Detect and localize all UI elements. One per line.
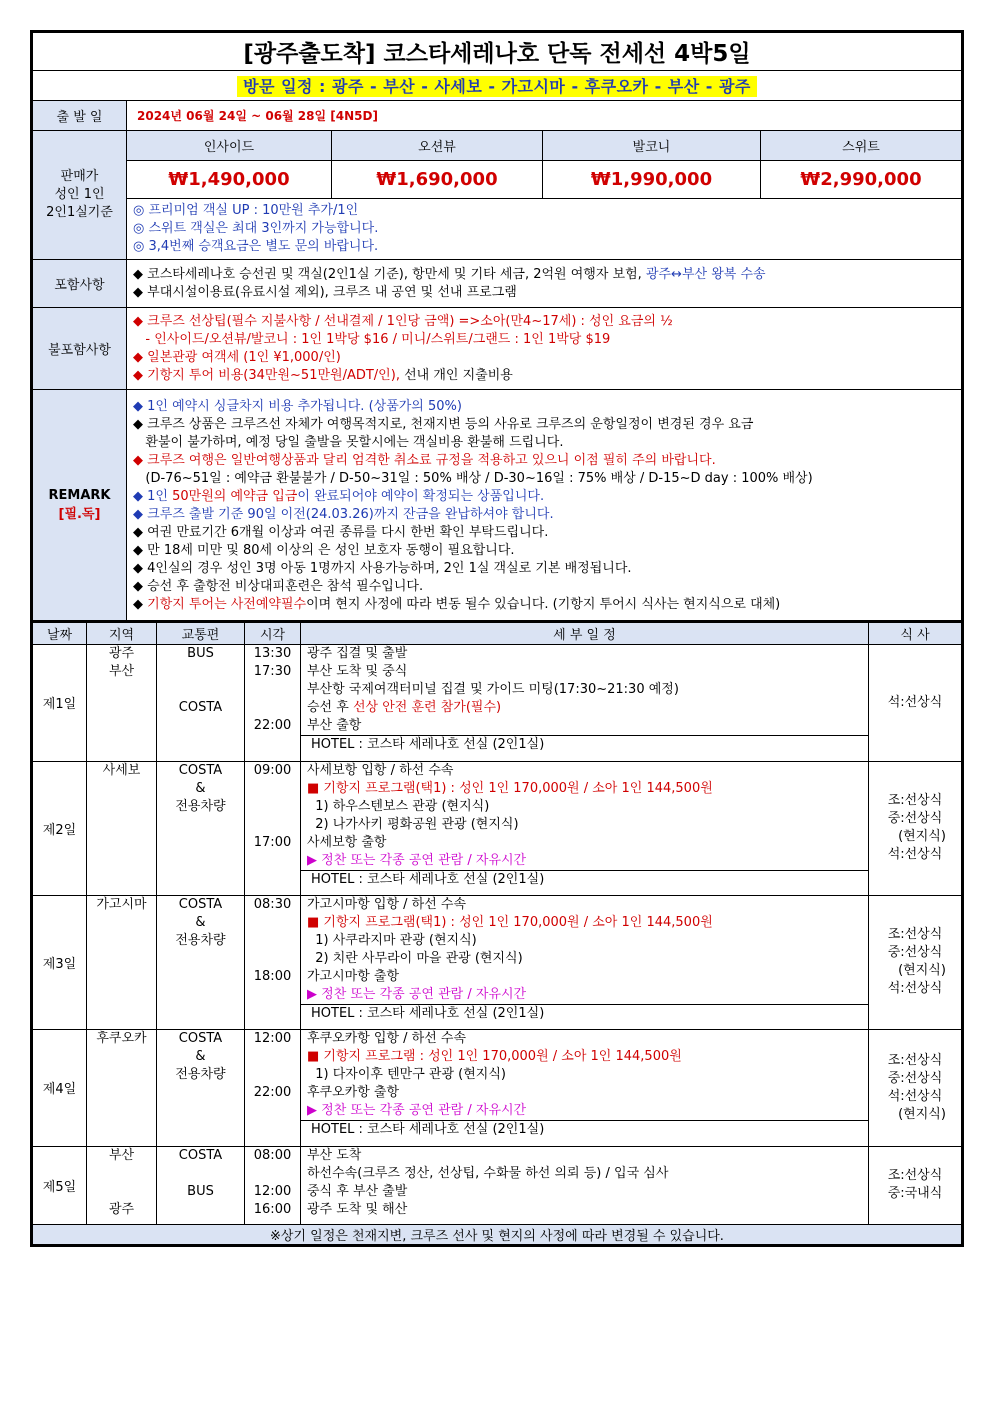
- time-value: 22:00: [253, 1084, 292, 1100]
- remark-line: (D-76~51일 : 예약금 환불불가 / D-50~31일 : 50% 배상 / D-30~16일 : 75% 배상 / D-15~D day : 100% 배상): [133, 471, 813, 486]
- region-name: 후쿠오카: [96, 1030, 147, 1046]
- price-note: ◎ 프리미엄 객실 UP : 10만원 추가/1인: [133, 203, 359, 218]
- detail-line: 사세보항 출항: [307, 834, 387, 850]
- detail-line: 후쿠오카항 출항: [307, 1084, 400, 1100]
- day-meals: [869, 895, 962, 1029]
- meal-item: 조:선상식: [887, 1052, 943, 1068]
- price-oceanview: ₩1,690,000: [332, 161, 543, 199]
- included-content: [127, 260, 962, 308]
- col-time: 시각: [245, 622, 301, 644]
- schedule-row-day5: [33, 1146, 962, 1224]
- time-value: 12:00: [253, 1183, 292, 1199]
- day-label: 제4일: [33, 1029, 87, 1146]
- included-label: 포함사항: [33, 260, 127, 308]
- meal-item: 조:선상식: [887, 927, 943, 942]
- price-suite: ₩2,990,000: [761, 161, 962, 199]
- time-value: 09:00: [253, 762, 292, 778]
- remark-text: 이며 현지 사정에 따라 변동 될수 있습니다. (기항지 투어시 식사는 현지식으로 대체): [306, 597, 781, 612]
- schedule-row-day1: [33, 644, 962, 761]
- detail-free-time: ▶ 정찬 또는 각종 공연 관람 / 자유시간: [307, 1102, 527, 1118]
- detail-line: 후쿠오카항 입항 / 하선 수속: [307, 1030, 467, 1046]
- price-balcony: ₩1,990,000: [543, 161, 761, 199]
- meal-item: 중:선상식: [887, 811, 943, 826]
- time-value: 08:00: [253, 1147, 292, 1163]
- region-name: 부산: [108, 663, 135, 679]
- page-title: [광주출도착] 코스타세레나호 단독 전세선 4박5일: [33, 33, 962, 71]
- meal-item: 중:국내식: [887, 1186, 943, 1201]
- time-value: 08:30: [253, 896, 292, 912]
- schedule-footer-note: ※상기 일정은 천재지변, 크루즈 선사 및 현지의 사정에 따라 변경될 수 있습니다.: [33, 1224, 962, 1244]
- day-label: 제2일: [33, 761, 87, 895]
- detail-line: [307, 699, 868, 717]
- remark-subtitle: [필.독]: [58, 507, 101, 522]
- included-line: [133, 266, 955, 284]
- col-date: 날짜: [33, 622, 87, 644]
- day-region: [87, 761, 157, 895]
- detail-line: 부산 출항: [307, 717, 362, 733]
- detail-line: 부산 도착: [307, 1147, 362, 1163]
- time-value: 22:00: [253, 717, 292, 733]
- region-name: 광주: [108, 1201, 135, 1217]
- remark-text: ◆: [133, 597, 148, 612]
- transport-name: &: [195, 1048, 206, 1064]
- time-value: 17:30: [253, 663, 292, 679]
- day-times: [245, 644, 301, 761]
- schedule-row-day3: [33, 895, 962, 1029]
- day-meals: [869, 1146, 962, 1224]
- route-text: 방문 일정 : 광주 - 부산 - 사세보 - 가고시마 - 후쿠오카 - 부산 - 광주: [237, 76, 757, 97]
- day-meals: [869, 761, 962, 895]
- excluded-label: 불포함사항: [33, 308, 127, 390]
- excluded-content: [127, 308, 962, 390]
- region-name: 가고시마: [96, 896, 147, 912]
- detail-line: 1) 다자이후 텐만구 관광 (현지식): [307, 1066, 506, 1082]
- time-value: 18:00: [253, 968, 292, 984]
- transport-name: 전용차량: [175, 932, 226, 948]
- hotel-line: HOTEL : 코스타 세레나호 선실 (2인1실): [301, 1004, 868, 1023]
- day-details: [301, 761, 869, 895]
- schedule-row-day2: [33, 761, 962, 895]
- detail-line: 1) 사쿠라지마 관광 (현지식): [307, 932, 477, 948]
- day-meals: [869, 1029, 962, 1146]
- detail-line: 광주 도착 및 해산: [307, 1201, 408, 1217]
- meal-item: 석:선상식: [887, 981, 943, 996]
- meal-item: (현지식): [898, 963, 946, 978]
- itinerary-sheet: [30, 30, 964, 1247]
- day-label: 제5일: [33, 1146, 87, 1224]
- time-value: 17:00: [253, 834, 292, 850]
- detail-line: 2) 치란 사무라이 마을 관광 (현지식): [307, 950, 523, 966]
- meal-item: (현지식): [898, 829, 946, 844]
- time-value: 16:00: [253, 1201, 292, 1217]
- remark-line: ◆ 크루즈 출발 기준 90일 이전(24.03.26)까지 잔금을 완납하셔야 합니다.: [133, 507, 554, 522]
- price-inside: ₩1,490,000: [127, 161, 332, 199]
- excluded-line: ◆ 크루즈 선상팁(필수 지불사항 / 선내결제 / 1인당 금액) =>소아(만4~17세) : 성인 요금의 ½: [133, 313, 673, 329]
- transport-name: COSTA: [178, 1147, 223, 1163]
- meal-item: 중:선상식: [887, 945, 943, 960]
- transport-name: 전용차량: [175, 1066, 226, 1082]
- detail-line: 가고시마항 입항 / 하선 수속: [307, 896, 467, 912]
- region-name: 부산: [108, 1147, 135, 1163]
- remark-line: ◆ 4인실의 경우 성인 3명 아동 1명까지 사용가능하며, 2인 1실 객실로 기본 배정됩니다.: [133, 561, 632, 576]
- col-region: 지역: [87, 622, 157, 644]
- detail-safety-drill: 선상 안전 훈련 참가(필수): [352, 699, 502, 715]
- price-label-line: 2인1실기준: [46, 205, 113, 220]
- transport-name: BUS: [187, 1183, 214, 1199]
- price-label: [33, 131, 127, 260]
- included-line: ◆ 부대시설이용료(유료시설 제외), 크루즈 내 공연 및 선내 프로그램: [133, 284, 517, 300]
- detail-line: 광주 집결 및 출발: [307, 645, 408, 661]
- col-details: 세 부 일 정: [301, 622, 869, 644]
- price-note: ◎ 3,4번째 승객요금은 별도 문의 바랍니다.: [133, 239, 379, 254]
- meal-item: 조:선상식: [887, 1168, 943, 1183]
- day-transport: [157, 1029, 245, 1146]
- remark-line: ◆ 1인 예약시 싱글차지 비용 추가됩니다. (상품가의 50%): [133, 399, 462, 414]
- meal-item: 석:선상식: [887, 694, 943, 710]
- departure-date: 2024년 06월 24일 ~ 06월 28일 [4N5D]: [127, 101, 962, 131]
- cabin-suite: 스위트: [761, 131, 962, 161]
- excluded-text: ◆ 기항지 투어 비용(34만원~51만원/ADT/인),: [133, 367, 400, 383]
- transport-name: &: [195, 780, 206, 796]
- remark-line: 환불이 불가하며, 예정 당일 출발을 못할시에는 객실비용 환불해 드립니다.: [133, 435, 564, 450]
- included-transfer: 광주↔부산 왕복 수송: [645, 266, 766, 282]
- remark-text: ◆ 1인: [133, 489, 173, 504]
- day-details: [301, 1029, 869, 1146]
- route-banner: [33, 71, 962, 101]
- detail-tour-price: ■ 기항지 프로그램 : 성인 1인 170,000원 / 소아 1인 144,500원: [307, 1048, 682, 1064]
- remark-line: ◆ 크루즈 상품은 크루즈선 자체가 여행목적지로, 천재지변 등의 사유로 크루즈의 운항일정이 변경된 경우 요금: [133, 417, 754, 432]
- remark-line: ◆ 크루즈 여행은 일반여행상품과 달리 엄격한 취소료 규정을 적용하고 있으니 이점 필히 주의 바랍니다.: [133, 453, 716, 468]
- transport-name: 전용차량: [175, 798, 226, 814]
- transport-name: COSTA: [178, 1030, 223, 1046]
- schedule-row-day4: [33, 1029, 962, 1146]
- remark-label: [33, 390, 127, 621]
- day-times: [245, 1146, 301, 1224]
- remark-title: REMARK: [48, 488, 111, 503]
- region-name: 광주: [108, 645, 135, 661]
- excluded-line: ◆ 일본관광 여객세 (1인 ¥1,000/인): [133, 349, 341, 365]
- excluded-line: - 인사이드/오션뷰/발코니 : 1인 1박당 $16 / 미니/스위트/그랜드 : 1인 1박당 $19: [133, 331, 611, 347]
- detail-line: 하선수속(크루즈 정산, 선상팁, 수화물 하선 의뢰 등) / 입국 심사: [307, 1165, 669, 1181]
- remark-text: 이 완료되어야 예약이 확정되는 상품입니다.: [297, 489, 545, 504]
- included-text: ◆ 코스타세레나호 승선권 및 객실(2인1실 기준), 항만세 및 기타 세금, 2억원 여행자 보험,: [133, 266, 646, 282]
- day-details: [301, 644, 869, 761]
- remark-line: ◆ 승선 후 출항전 비상대피훈련은 참석 필수입니다.: [133, 579, 424, 594]
- price-notes: [127, 199, 962, 260]
- remark-line: [133, 488, 955, 506]
- remark-line: ◆ 여권 만료기간 6개월 이상과 여권 종류를 다시 한번 확인 부탁드립니다.: [133, 525, 549, 540]
- detail-line: 가고시마항 출항: [307, 968, 400, 984]
- price-label-line: 성인 1인: [54, 187, 105, 202]
- detail-line: 사세보항 입항 / 하선 수속: [307, 762, 454, 778]
- day-label: 제1일: [33, 644, 87, 761]
- detail-line: 부산 도착 및 중식: [307, 663, 408, 679]
- day-times: [245, 761, 301, 895]
- cabin-inside: 인사이드: [127, 131, 332, 161]
- summary-table: [32, 32, 962, 621]
- detail-tour-price: ■ 기항지 프로그램(택1) : 성인 1인 170,000원 / 소아 1인 144,500원: [307, 780, 713, 796]
- col-meals: 식 사: [869, 622, 962, 644]
- day-details: [301, 895, 869, 1029]
- transport-name: COSTA: [178, 896, 223, 912]
- day-transport: [157, 761, 245, 895]
- day-transport: [157, 895, 245, 1029]
- price-note: ◎ 스위트 객실은 최대 3인까지 가능합니다.: [133, 221, 379, 236]
- transport-name: COSTA: [178, 699, 223, 715]
- detail-free-time: ▶ 정찬 또는 각종 공연 관람 / 자유시간: [307, 986, 527, 1002]
- excluded-text: 선내 개인 지출비용: [399, 367, 513, 383]
- schedule-table: [32, 621, 962, 1245]
- detail-line: 2) 나가사키 평화공원 관광 (현지식): [307, 816, 519, 832]
- remark-tour-required: 기항지 투어는 사전예약필수: [147, 597, 307, 612]
- meal-item: 중:선상식: [887, 1070, 943, 1086]
- col-transport: 교통편: [157, 622, 245, 644]
- price-label-line: 판매가: [60, 169, 99, 184]
- meal-item: (현지식): [898, 1106, 946, 1122]
- day-region: [87, 1146, 157, 1224]
- excluded-line: [133, 367, 955, 385]
- day-transport: [157, 1146, 245, 1224]
- day-details: [301, 1146, 869, 1224]
- cabin-balcony: 발코니: [543, 131, 761, 161]
- day-times: [245, 1029, 301, 1146]
- day-label: 제3일: [33, 895, 87, 1029]
- detail-text: 승선 후: [307, 699, 353, 715]
- day-region: [87, 895, 157, 1029]
- cabin-oceanview: 오션뷰: [332, 131, 543, 161]
- departure-label: 출 발 일: [33, 101, 127, 131]
- transport-name: BUS: [187, 645, 214, 661]
- time-value: 13:30: [253, 645, 292, 661]
- day-transport: [157, 644, 245, 761]
- day-meals: [869, 644, 962, 761]
- detail-line: 1) 하우스텐보스 관광 (현지식): [307, 798, 490, 814]
- remark-line: ◆ 만 18세 미만 및 80세 이상의 은 성인 보호자 동행이 필요합니다.: [133, 543, 515, 558]
- hotel-line: HOTEL : 코스타 세레나호 선실 (2인1실): [301, 870, 868, 889]
- remark-deposit: 50만원의 예약금 입금: [172, 489, 298, 504]
- day-region: [87, 1029, 157, 1146]
- time-value: 12:00: [253, 1030, 292, 1046]
- day-times: [245, 895, 301, 1029]
- transport-name: COSTA: [178, 762, 223, 778]
- hotel-line: HOTEL : 코스타 세레나호 선실 (2인1실): [301, 1120, 868, 1139]
- meal-item: 석:선상식: [887, 1088, 943, 1104]
- detail-line: 부산항 국제여객터미널 집결 및 가이드 미팅(17:30~21:30 예정): [307, 681, 679, 697]
- remark-line: [133, 596, 955, 614]
- region-name: 사세보: [102, 762, 141, 778]
- detail-line: 중식 후 부산 출발: [307, 1183, 408, 1199]
- meal-item: 조:선상식: [887, 793, 943, 808]
- day-region: [87, 644, 157, 761]
- detail-free-time: ▶ 정찬 또는 각종 공연 관람 / 자유시간: [307, 852, 527, 868]
- detail-tour-price: ■ 기항지 프로그램(택1) : 성인 1인 170,000원 / 소아 1인 144,500원: [307, 914, 713, 930]
- hotel-line: HOTEL : 코스타 세레나호 선실 (2인1실): [301, 735, 868, 754]
- meal-item: 석:선상식: [887, 847, 943, 862]
- transport-name: &: [195, 914, 206, 930]
- remark-content: [127, 390, 962, 621]
